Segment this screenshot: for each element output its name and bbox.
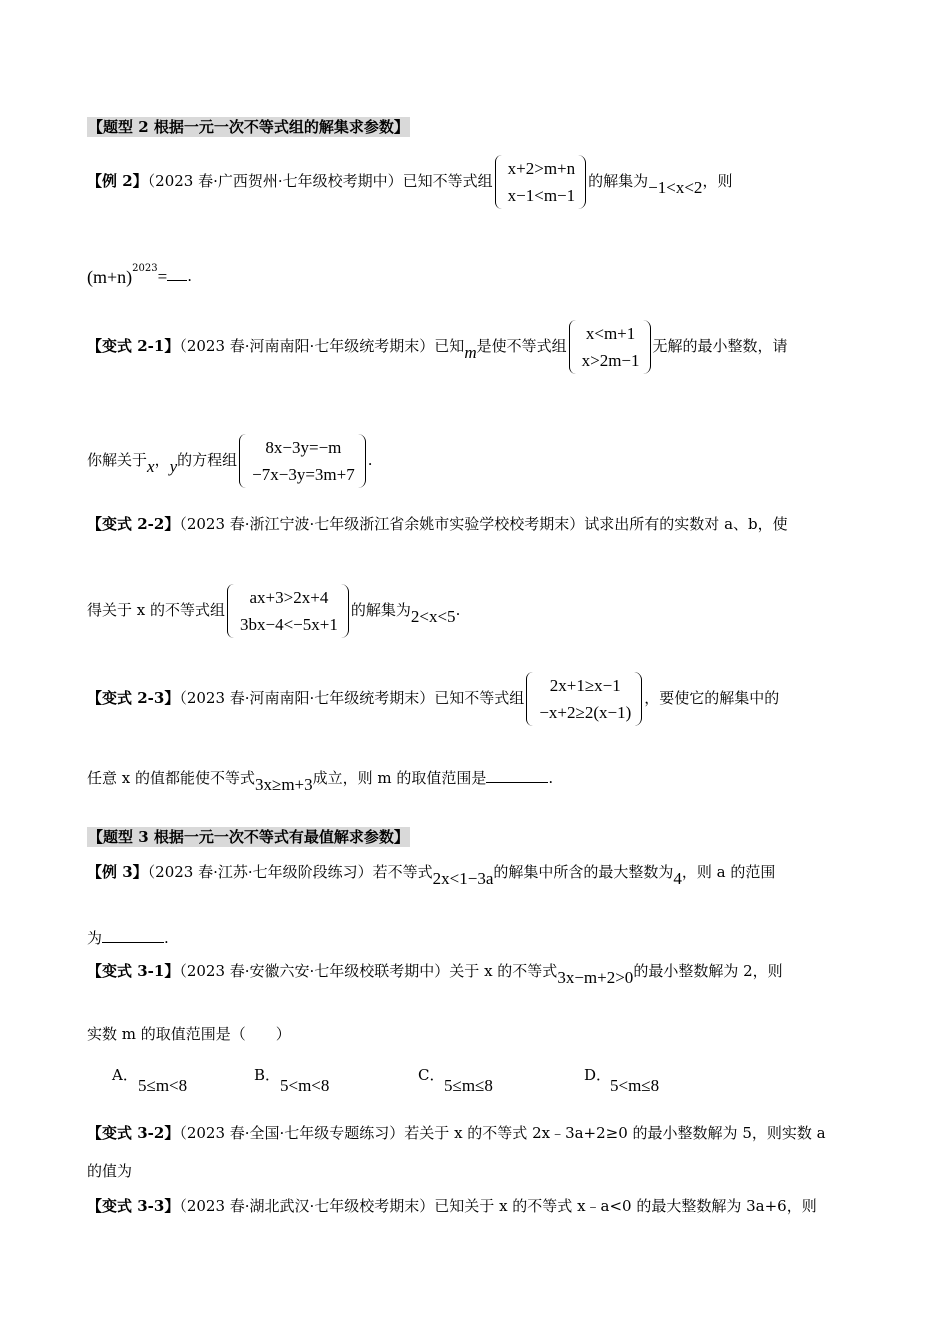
inequality-system: x+2>m+n x−1<m−1 xyxy=(495,155,587,209)
variant-3-3-line-1: 【变式 3-3】（2023 春·湖北武汉·七年级校考期末）已知关于 x 的不等式 x﹣a<0 的最大整数解为 3a+6，则 xyxy=(87,1197,817,1215)
variant-3-1-line-1: 【变式 3-1】（2023 春·安徽六安·七年级校联考期中）关于 x 的不等式3x−m+2>0的最小整数解为 2，则 xyxy=(87,962,783,987)
answer-blank[interactable] xyxy=(486,768,548,783)
inequality-system: ax+3>2x+4 3bx−4<−5x+1 xyxy=(227,584,349,638)
variant-3-2-line-1: 【变式 3-2】（2023 春·全国·七年级专题练习）若关于 x 的不等式 2x﹣3a+2≥0 的最小整数解为 5，则实数 a xyxy=(87,1124,826,1142)
variant-3-2-line-2: 的值为 xyxy=(87,1162,133,1180)
answer-blank[interactable] xyxy=(167,266,187,281)
equation-system: 8x−3y=−m −7x−3y=3m+7 xyxy=(239,434,366,488)
variant-2-2-line-1: 【变式 2-2】（2023 春·浙江宁波·七年级浙江省余姚市实验学校校考期末）试求出所有的实数对 a、b，使 xyxy=(87,515,788,533)
variant-2-2-line-2: 得关于 x 的不等式组 ax+3>2x+4 3bx−4<−5x+1 的解集为2<x<5. xyxy=(87,582,870,639)
variant-2-1-line-2: 你解关于x，y的方程组 8x−3y=−m −7x−3y=3m+7 . xyxy=(87,432,870,489)
variant-2-3-line-2: 任意 x 的值都能使不等式3x≥m+3成立，则 m 的取值范围是 . xyxy=(87,769,554,794)
variant-3-1-line-2: 实数 m 的取值范围是（ ） xyxy=(87,1025,291,1043)
variant-2-3-line-1: 【变式 2-3】（2023 春·河南南阳·七年级统考期末）已知不等式组 2x+1≥x−1 −x+2≥2(x−1) ，要使它的解集中的 xyxy=(87,670,870,726)
example-3-line-1: 【例 3】（2023 春·江苏·七年级阶段练习）若不等式2x<1−3a的解集中所含的最大整数为4，则 a 的范围 xyxy=(87,863,776,888)
example-3-line-2: 为 . xyxy=(87,929,169,947)
example-2-line-2: $(m+n)^{2023}=$ . xyxy=(87,263,192,287)
example-2-line-1: 【例 2】（2023 春·广西贺州·七年级校考期中）已知不等式组 x+2>m+n x−1<m−1 的解集为−1<x<2，则 xyxy=(87,153,870,210)
inequality-system: 2x+1≥x−1 −x+2≥2(x−1) xyxy=(526,672,642,726)
answer-blank[interactable] xyxy=(102,928,164,943)
section-heading-2: 【题型 2 根据一元一次不等式组的解集求参数】 xyxy=(88,118,409,136)
inequality-system: x<m+1 x>2m−1 xyxy=(569,320,651,374)
variant-2-1-line-1: 【变式 2-1】（2023 春·河南南阳·七年级统考期末）已知m是使不等式组 x<m+1 x>2m−1 无解的最小整数，请 xyxy=(87,318,870,375)
document-page: 【题型 2 根据一元一次不等式组的解集求参数】 【例 2】（2023 春·广西贺州·七年级校考期中）已知不等式组 x+2>m+n x−1<m−1 的解集为−1<x<2，则 $(m+n)^{2023}=$ . 【变式 2-1】（2023 春·河南南阳·七年级统考期末）已知m是使不等式组 x<m+1 x>2m−1 无解的最小整数，请 你解关于x，y的方程组 8x−3y=−m −7x−3y=3m+7 . 【变式 2-2】（2023 春·浙江宁波·七年级浙江省余姚市实验学校校考期末）试求出所有的实数对 a、b，使 得关于 x 的不等式组 ax+3>2x+4 3bx−4<−5x+1 的解集为2<x<5. 【变式 2-3】（2023 春·河南南阳·七年级统考期末）已知不等式组 2x+1≥x−1 −x+2≥2(x−1) ，要使它的解集中的 任意 x 的值都能使不等式3x≥m+3成立，则 m 的取值范围是 . 【题型 3 根据一元一次不等式有最值解求参数】 【例 3】（2023 春·江苏·七年级阶段练习）若不等式2x<1−3a的解集中所含的最大整数为4，则 a 的范围 为 . 【变式 3-1】（2023 春·安徽六安·七年级校联考期中）关于 x 的不等式3x−m+2>0的最小整数解为 2，则 实数 m 的取值范围是（ ） A． 5≤m<8 B． 5<m<8 C． 5≤m≤8 D． 5<m≤8 【变式 3-2】（2023 春·全国·七年级专题练习）若关于 x 的不等式 2x﹣3a+2≥0 的最小整数解为 5，则实数 a 的值为 【变式 3-3】（2023 春·湖北武汉·七年级校考期末）已知关于 x 的不等式 x﹣a<0 的最大整数解为 3a+6，则 xyxy=(0,0,950,1344)
section-heading-3: 【题型 3 根据一元一次不等式有最值解求参数】 xyxy=(88,828,409,846)
